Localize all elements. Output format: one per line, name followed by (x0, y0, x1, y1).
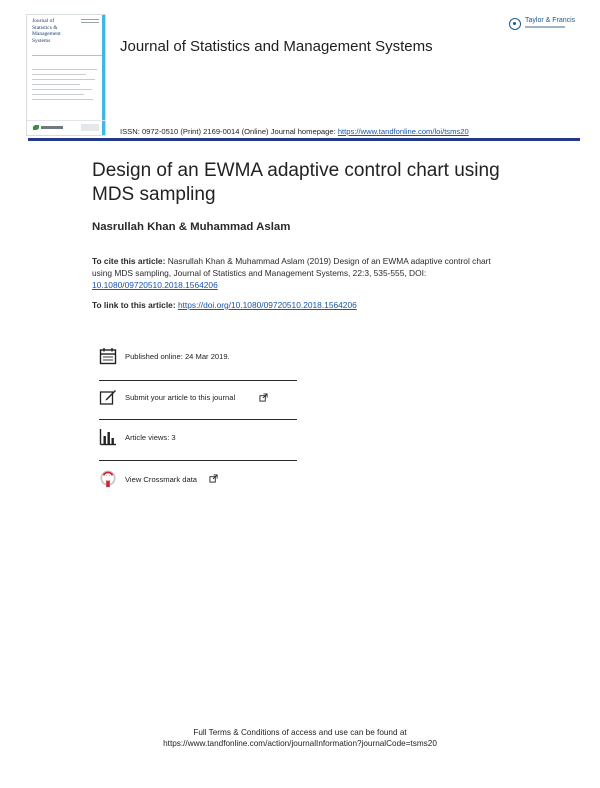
cover-stripe (102, 15, 105, 135)
cover-footer (27, 120, 105, 135)
cite-label: To cite this article: (92, 256, 166, 266)
external-link-icon (209, 474, 218, 483)
cite-text: Nasrullah Khan & Muhammad Aslam (2019) Design of an EWMA adaptive control chart using MDS sampling, Journal of Statistics and Management Systems, 22:3, 535-555, DOI: (92, 256, 491, 279)
publisher-name: Taylor & Francis (525, 17, 576, 24)
citation-block (92, 255, 512, 292)
article-doi-url[interactable]: https://doi.org/10.1080/09720510.2018.1564206 (177, 300, 357, 310)
header-rule (28, 138, 580, 141)
journal-cover-thumbnail (26, 14, 106, 136)
cover-title: Journal of Statistics & Management Systems (32, 18, 61, 44)
article-authors: Nasrullah Khan & Muhammad Aslam (92, 221, 291, 233)
edit-icon (99, 388, 117, 406)
divider (99, 380, 297, 381)
divider (99, 419, 297, 420)
article-link-line (92, 300, 357, 310)
submit-row[interactable] (99, 388, 297, 412)
bar-chart-icon (99, 428, 117, 446)
cover-publisher-mark (41, 126, 63, 129)
external-link-icon (259, 393, 268, 402)
publisher-leaf-icon (33, 125, 39, 130)
article-views: Article views: 3 (125, 433, 176, 442)
article-title: Design of an EWMA adaptive control chart using MDS sampling (92, 160, 500, 205)
issn-line (120, 127, 469, 136)
view-crossmark-link[interactable]: View Crossmark data (125, 475, 198, 484)
crossmark-icon (99, 470, 117, 488)
published-row (99, 347, 297, 371)
crossmark-row[interactable] (99, 470, 297, 494)
link-label: To link to this article: (92, 300, 178, 310)
issn-text: ISSN: 0972-0510 (Print) 2169-0014 (Online) Journal homepage: (120, 127, 338, 136)
cover-contents-lines (32, 69, 100, 104)
journal-title: Journal of Statistics and Management Systems (120, 38, 433, 55)
doi-link[interactable]: 10.1080/09720510.2018.1564206 (92, 280, 218, 291)
published-date: Published online: 24 Mar 2019. (125, 352, 230, 361)
cover-divider (32, 55, 102, 56)
divider (99, 460, 297, 461)
footer-terms-link[interactable]: https://www.tandfonline.com/action/journalInformation?journalCode=tsms20 (163, 739, 437, 748)
publisher-tagline-mark (525, 26, 565, 28)
calendar-icon (99, 347, 117, 365)
journal-homepage-link[interactable]: https://www.tandfonline.com/loi/tsms20 (337, 127, 469, 136)
publisher-logo (509, 16, 579, 34)
cover-tf-mark (81, 124, 99, 131)
taylor-francis-logo-icon (509, 18, 521, 30)
views-row (99, 428, 297, 452)
terms-footer (0, 727, 600, 749)
submit-article-link[interactable]: Submit your article to this journal (125, 393, 236, 402)
footer-terms-text: Full Terms & Conditions of access and use can be found at (193, 728, 407, 737)
cover-header-marks (81, 19, 99, 20)
